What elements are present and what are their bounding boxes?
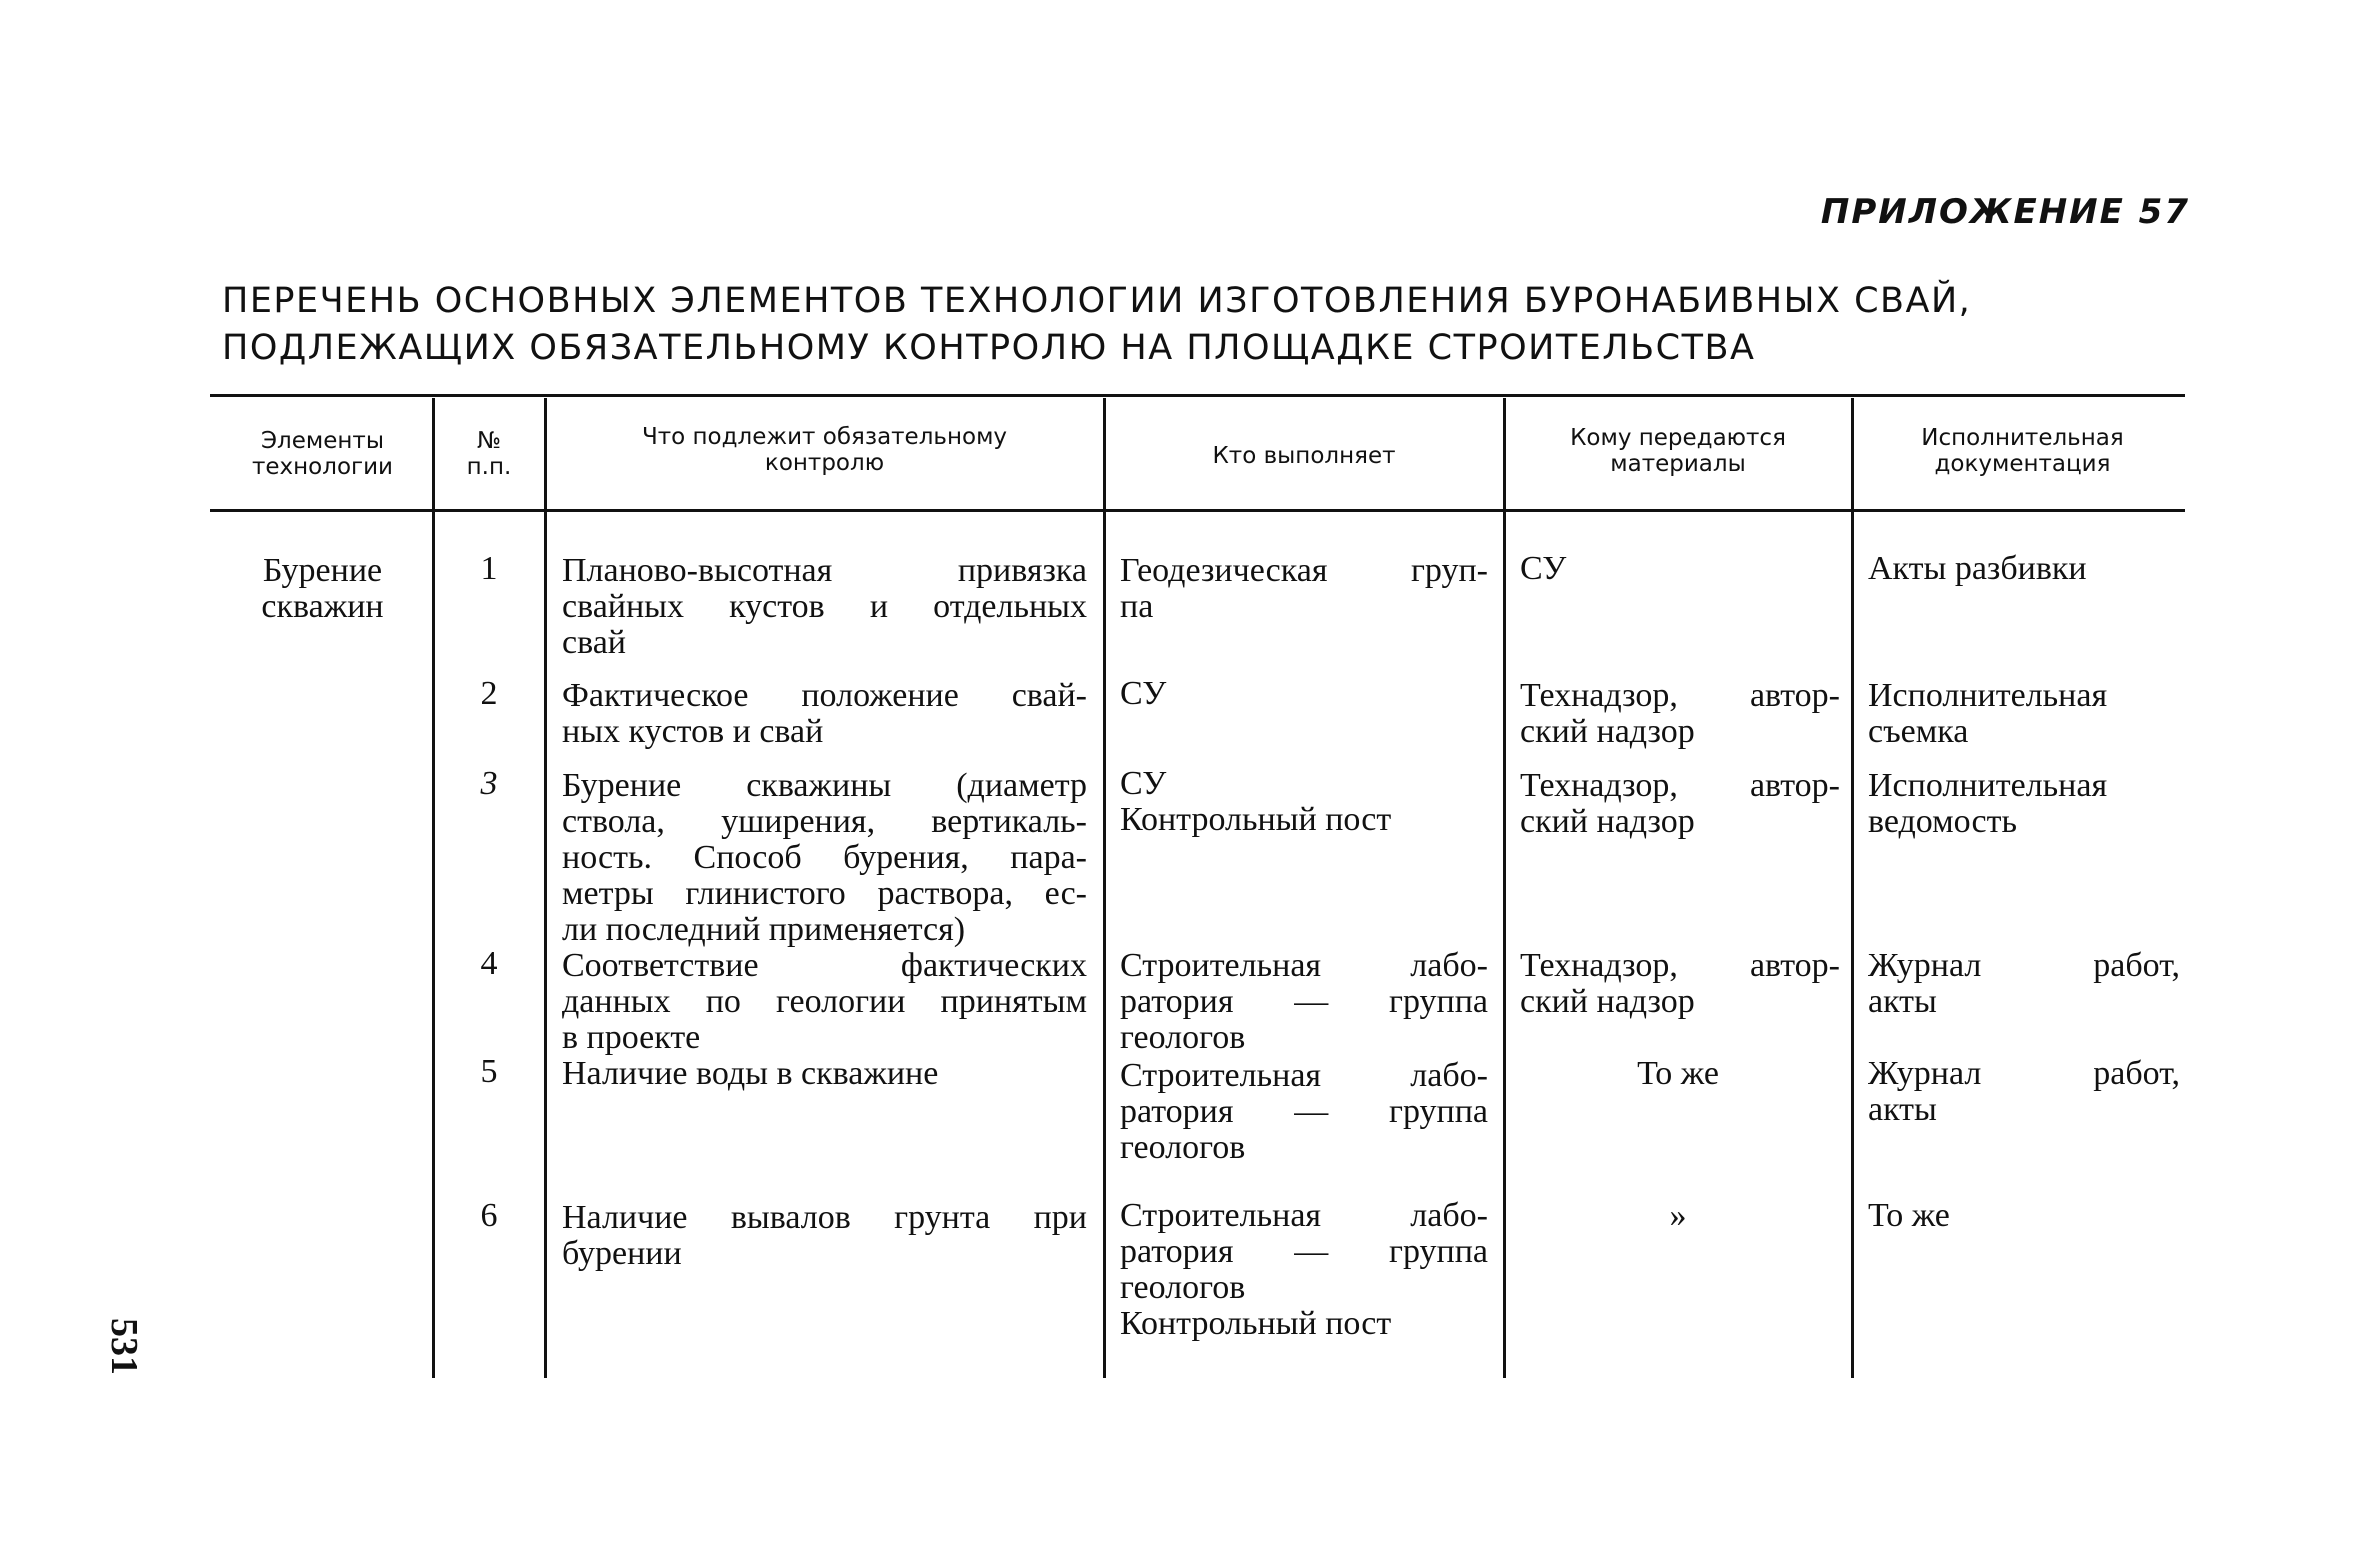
- header-elements: Элементы технологии: [251, 428, 394, 480]
- row-4-what: Соответствие фактических данных по геологии принятым в проекте: [562, 947, 1087, 1056]
- row-2-docs: Исполнительная съемка: [1868, 677, 2108, 750]
- row-5-what: Наличие воды в скважине: [562, 1055, 939, 1092]
- column-divider: [1103, 398, 1106, 1378]
- header-to-whom: Кому передаются материалы: [1570, 425, 1786, 477]
- header-what: Что подлежит обязательному контролю: [641, 424, 1008, 476]
- row-4-to-whom: Технадзор, автор- ский надзор: [1520, 947, 1840, 1020]
- row-6-to-whom: »: [1669, 1197, 1687, 1234]
- row-2-what: Фактическое положение свай- ных кустов и свай: [562, 677, 1087, 750]
- column-divider: [1851, 398, 1854, 1378]
- row-4-number: 4: [480, 945, 498, 982]
- row-3-docs: Исполнительная ведомость: [1868, 767, 2108, 840]
- row-3-number: 3: [480, 765, 498, 802]
- row-3-to-whom: Технадзор, автор- ский надзор: [1520, 767, 1840, 840]
- row-1-docs: Акты разбивки: [1868, 550, 2087, 587]
- group-label: Бурение скважин: [261, 552, 384, 625]
- row-5-to-whom: То же: [1637, 1055, 1719, 1092]
- title-line-1: ПЕРЕЧЕНЬ ОСНОВНЫХ ЭЛЕМЕНТОВ ТЕХНОЛОГИИ ИЗГОТОВЛЕНИЯ БУРОНАБИВНЫХ СВАЙ,: [222, 281, 1972, 321]
- row-4-docs: Журнал работ, акты: [1868, 947, 2180, 1020]
- row-1-to-whom: СУ: [1520, 550, 1567, 587]
- appendix-label: ПРИЛОЖЕНИЕ 57: [1820, 192, 2190, 232]
- header-docs: Исполнительная документация: [1921, 425, 2124, 477]
- title-line-2: ПОДЛЕЖАЩИХ ОБЯЗАТЕЛЬНОМУ КОНТРОЛЮ НА ПЛОЩАДКЕ СТРОИТЕЛЬСТВА: [222, 328, 1756, 368]
- row-5-docs: Журнал работ, акты: [1868, 1055, 2180, 1128]
- column-divider: [1503, 398, 1506, 1378]
- row-6-who: Строительная лабо- ратория — группа геологов Контрольный пост: [1120, 1197, 1488, 1342]
- row-6-what: Наличие вывалов грунта при бурении: [562, 1199, 1087, 1272]
- page-number: 531: [103, 1318, 145, 1375]
- row-5-number: 5: [480, 1053, 498, 1090]
- page-title: [222, 278, 2122, 372]
- row-2-who: СУ: [1120, 675, 1167, 712]
- column-divider: [544, 398, 547, 1378]
- header-number: № п.п.: [466, 428, 512, 480]
- row-1-number: 1: [480, 550, 498, 587]
- row-6-docs: То же: [1868, 1197, 1950, 1234]
- row-2-to-whom: Технадзор, автор- ский надзор: [1520, 677, 1840, 750]
- table-top-rule: [210, 394, 2185, 397]
- row-6-number: 6: [480, 1197, 498, 1234]
- column-divider: [432, 398, 435, 1378]
- table-header-rule: [210, 509, 2185, 512]
- row-5-who: Строительная лабо- ратория — группа геологов: [1120, 1057, 1488, 1166]
- row-2-number: 2: [480, 675, 498, 712]
- row-1-what: Планово-высотная привязка свайных кустов и отдельных свай: [562, 552, 1087, 661]
- row-4-who: Строительная лабо- ратория — группа геологов: [1120, 947, 1488, 1056]
- header-who: Кто выполняет: [1212, 443, 1396, 469]
- row-3-what: Бурение скважины (диаметр ствола, уширения, вертикаль- ность. Способ бурения, пара- метры глинистого раствора, ес- ли последний применяется): [562, 767, 1087, 948]
- row-1-who: Геодезическая груп- па: [1120, 552, 1488, 625]
- row-3-who: СУ Контрольный пост: [1120, 765, 1392, 838]
